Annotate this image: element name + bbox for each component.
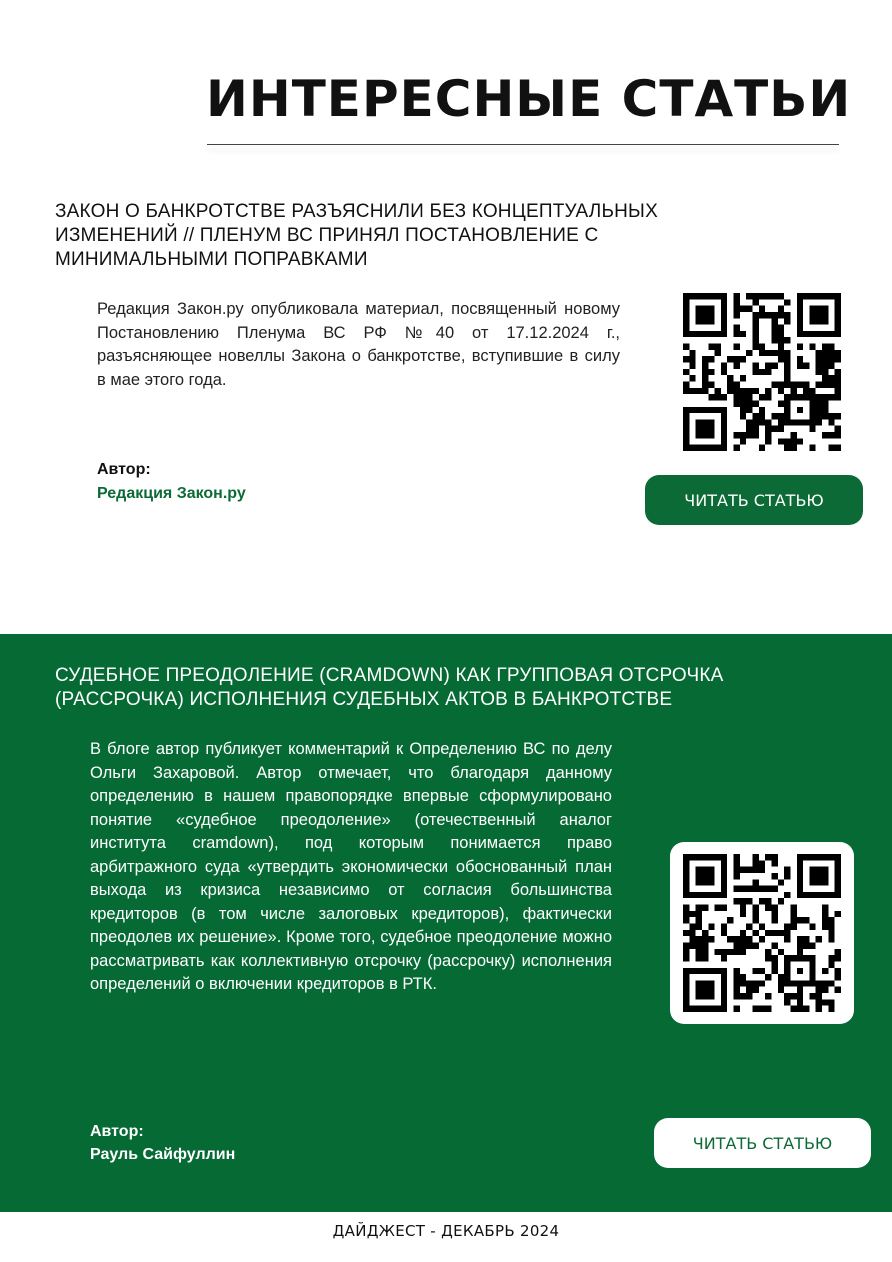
qr-code-icon[interactable] [683,854,841,1012]
title-divider [207,144,839,145]
article-summary: В блоге автор публикует комментарий к Определению ВС по делу Ольги Захаровой. Автор отмечает, что благодаря данному определению в нашем правопорядке впервые сформулировано понятие «судебное преодоление» (отечественный аналог института cramdown), под которым понимается право арбитражного суда «утвердить экономически обоснованный план выхода из кризиса независимо от согласия большинства кредиторов (в том числе залоговых кредиторов), фактически преодолев их решение». Кроме того, судебное преодоление можно рассматривать как коллективную отсрочку (рассрочку) исполнения определений о включении кредиторов в РТК. [90,740,612,993]
article-title: ЗАКОН О БАНКРОТСТВЕ РАЗЪЯСНИЛИ БЕЗ КОНЦЕПТУАЛЬНЫХ ИЗМЕНЕНИЙ // ПЛЕНУМ ВС ПРИНЯЛ ПОСТАНОВЛЕНИЕ С МИНИМАЛЬНЫМИ ПОПРАВКАМИ [55,201,658,270]
footer-text: ДАЙДЖЕСТ - ДЕКАБРЬ 2024 [332,1222,560,1240]
read-article-button[interactable]: ЧИТАТЬ СТАТЬЮ [645,475,863,525]
author-name: Редакция Закон.ру [97,485,246,502]
read-article-button[interactable]: ЧИТАТЬ СТАТЬЮ [654,1118,871,1168]
author-label: Автор: [90,1123,144,1140]
author-label: Автор: [97,461,151,478]
qr-code-card [670,842,854,1024]
article-title: СУДЕБНОЕ ПРЕОДОЛЕНИЕ (CRAMDOWN) КАК ГРУППОВАЯ ОТСРОЧКА (РАССРОЧКА) ИСПОЛНЕНИЯ СУДЕБНЫХ АКТОВ В БАНКРОТСТВЕ [55,665,724,710]
author-name: Рауль Сайфуллин [90,1146,236,1163]
page-title: ИНТЕРЕСНЫЕ СТАТЬИ [206,70,852,128]
qr-code-icon[interactable] [683,292,841,452]
article-summary: Редакция Закон.ру опубликовала материал, посвященный новому Постановлению Пленума ВС РФ №40 от 17.12.2024 г., разъясняющее новеллы Закона о банкротстве, вступившие в силу в мае этого года. [97,300,620,389]
